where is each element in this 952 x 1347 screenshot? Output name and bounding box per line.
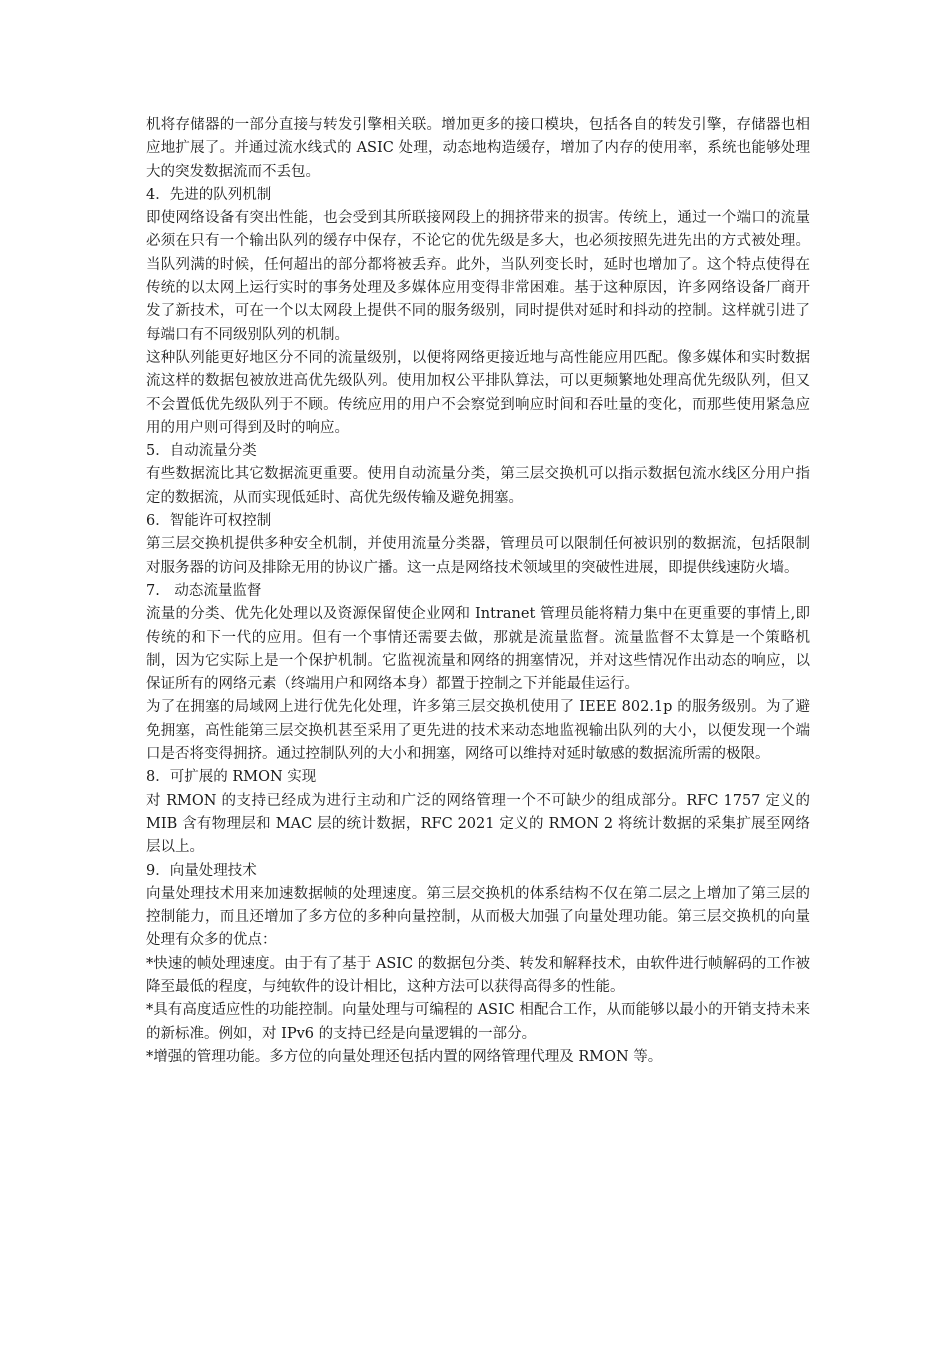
bullet-fast-frame: *快速的帧处理速度。由于有了基于 ASIC 的数据包分类、转发和解释技术，由软件进行帧解码的工作被降至最低的程度，与纯软件的设计相比，这种方法可以获得高得多的性能。 [146, 955, 810, 995]
heading-traffic-policing: 7. 动态流量监督 [146, 582, 262, 599]
heading-vector-processing: 9．向量处理技术 [146, 862, 257, 879]
paragraph-vector-processing: 向量处理技术用来加速数据帧的处理速度。第三层交换机的体系结构不仅在第二层之上增加了第三层的控制能力，而且还增加了多方位的多种向量控制，从而极大加强了向量处理功能。第三层交换机的向量处理有众多的优点： [146, 885, 810, 949]
paragraph-queue-levels: 这种队列能更好地区分不同的流量级别，以便将网络更接近地与高性能应用匹配。像多媒体和实时数据流这样的数据包被放进高优先级队列。使用加权公平排队算法，可以更频繁地处理高优先级队列，但又不会置低优先级队列于不顾。传统应用的用户不会察觉到响应时间和吞吐量的变化，而那些使用紧急应用的用户则可得到及时的响应。 [146, 349, 810, 436]
heading-access-control: 6．智能许可权控制 [146, 513, 272, 530]
heading-rmon: 8．可扩展的 RMON 实现 [146, 769, 317, 786]
paragraph-access-control: 第三层交换机提供多种安全机制，并使用流量分类器，管理员可以限制任何被识别的数据流，包括限制对服务器的访问及排除无用的协议广播。这一点是网络技术领域里的突破性进展，即提供线速防火墙。 [146, 536, 810, 576]
heading-auto-classification: 5．自动流量分类 [146, 443, 257, 460]
bullet-management: *增强的管理功能。多方位的向量处理还包括内置的网络管理代理及 RMON 等。 [146, 1048, 663, 1065]
paragraph-queue-problem: 即使网络设备有突出性能，也会受到其所联接网段上的拥挤带来的损害。传统上，通过一个端口的流量必须在只有一个输出队列的缓存中保存，不论它的优先级是多大，也必须按照先进先出的方式被处理。当队列满的时候，任何超出的部分都将被丢弃。此外，当队列变长时，延时也增加了。这个特点使得在传统的以太网上运行实时的事务处理及多媒体应用变得非常困难。基于这种原因，许多网络设备厂商开发了新技术，可在一个以太网段上提供不同的服务级别，同时提供对延时和抖动的控制。这样就引进了每端口有不同级别队列的机制。 [146, 210, 810, 343]
paragraph-rmon: 对 RMON 的支持已经成为进行主动和广泛的网络管理一个不可缺少的组成部分。RFC 1757 定义的 MIB 含有物理层和 MAC 层的统计数据，RFC 2021 定义的 RMON 2 将统计数据的采集扩展至网络层以上。 [146, 792, 810, 856]
heading-advanced-queue: 4．先进的队列机制 [146, 186, 272, 203]
paragraph-congestion: 为了在拥塞的局域网上进行优先化处理，许多第三层交换机使用了 IEEE 802.1p 的服务级别。为了避免拥塞，高性能第三层交换机甚至采用了更先进的技术来动态地监视输出队列的大小，以便发现一个端口是否将变得拥挤。通过控制队列的大小和拥塞，网络可以维持对延时敏感的数据流所需的极限。 [146, 699, 810, 763]
paragraph-traffic-policing: 流量的分类、优先化处理以及资源保留使企业网和 Intranet 管理员能将精力集中在更重要的事情上,即传统的和下一代的应用。但有一个事情还需要去做，那就是流量监督。流量监督不太算是一个策略机制，因为它实际上是一个保护机制。它监视流量和网络的拥塞情况，并对这些情况作出动态的响应，以保证所有的网络元素（终端用户和网络本身）都置于控制之下并能最佳运行。 [146, 606, 810, 693]
bullet-adaptive-control: *具有高度适应性的功能控制。向量处理与可编程的 ASIC 相配合工作，从而能够以最小的开销支持未来的新标准。例如，对 IPv6 的支持已经是向量逻辑的一部分。 [146, 1002, 810, 1042]
paragraph-asic-buffer: 机将存储器的一部分直接与转发引擎相关联。增加更多的接口模块，包括各自的转发引擎，存储器也相应地扩展了。并通过流水线式的 ASIC 处理，动态地构造缓存，增加了内存的使用率，系统也能够处理大的突发数据流而不丢包。 [146, 117, 810, 180]
document-page [146, 114, 810, 1069]
paragraph-auto-classification: 有些数据流比其它数据流更重要。使用自动流量分类，第三层交换机可以指示数据包流水线区分用户指定的数据流，从而实现低延时、高优先级传输及避免拥塞。 [146, 466, 810, 506]
